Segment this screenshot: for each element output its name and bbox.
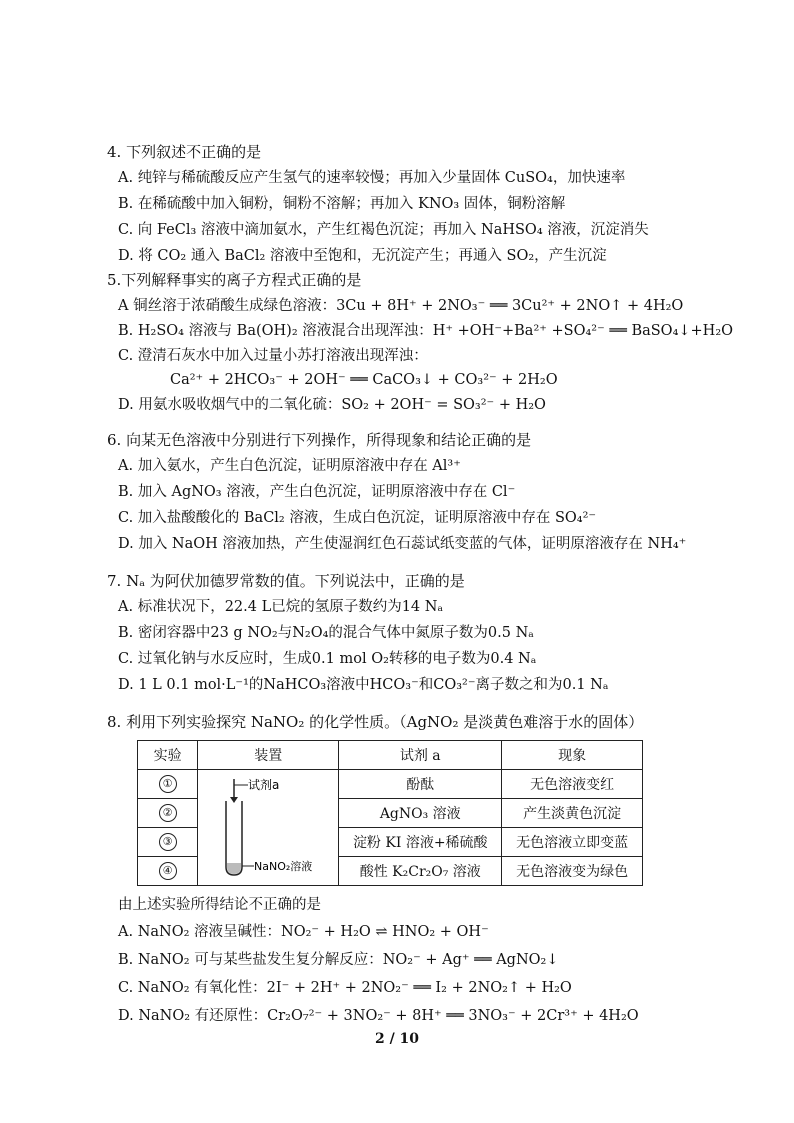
question-7-stem: 7. Nₐ 为阿伏加德罗常数的值。下列说法中，正确的是 bbox=[107, 572, 465, 590]
header-reagent: 试剂 a bbox=[339, 741, 502, 770]
q4-option-c: C. 向 FeCl₃ 溶液中滴加氨水，产生红褐色沉淀；再加入 NaHSO₄ 溶液，沉淀消失 bbox=[118, 222, 649, 238]
phenomenon-cell: 无色溶液变红 bbox=[502, 770, 643, 799]
experiment-id: ① bbox=[138, 770, 198, 799]
q7-option-d: D. 1 L 0.1 mol·L⁻¹的NaHCO₃溶液中HCO₃⁻和CO₃²⁻离子数之和为0.1 Nₐ bbox=[118, 677, 609, 693]
q4-option-d: D. 将 CO₂ 通入 BaCl₂ 溶液中至饱和，无沉淀产生；再通入 SO₂，产生沉淀 bbox=[118, 248, 607, 264]
q5-option-a: A 铜丝溶于浓硝酸生成绿色溶液：3Cu + 8H⁺ + 2NO₃⁻ ══ 3Cu²⁺ + 2NO↑ + 4H₂O bbox=[118, 298, 684, 314]
q8-option-b: B. NaNO₂ 可与某些盐发生复分解反应：NO₂⁻ + Ag⁺ ══ AgNO₂↓ bbox=[118, 952, 559, 968]
question-5-stem: 5.下列解释事实的离子方程式正确的是 bbox=[107, 271, 362, 289]
q6-option-c: C. 加入盐酸酸化的 BaCl₂ 溶液，生成白色沉淀，证明原溶液中存在 SO₄²⁻ bbox=[118, 510, 597, 526]
phenomenon-cell: 无色溶液变为绿色 bbox=[502, 857, 643, 886]
experiment-id: ④ bbox=[138, 857, 198, 886]
apparatus-cell bbox=[198, 770, 339, 886]
reagent-cell: 酚酞 bbox=[339, 770, 502, 799]
reagent-cell: 酸性 K₂Cr₂O₇ 溶液 bbox=[339, 857, 502, 886]
phenomenon-cell: 产生淡黄色沉淀 bbox=[502, 799, 643, 828]
table-row bbox=[138, 770, 643, 799]
nano2-solution-label: NaNO₂溶液 bbox=[254, 859, 313, 873]
q5-option-c-equation: Ca²⁺ + 2HCO₃⁻ + 2OH⁻ ══ CaCO₃↓ + CO₃²⁻ + 2H₂O bbox=[170, 372, 558, 388]
q7-option-b: B. 密闭容器中23 g NO₂与N₂O₄的混合气体中氮原子数为0.5 Nₐ bbox=[118, 625, 534, 641]
phenomenon-cell: 无色溶液立即变蓝 bbox=[502, 828, 643, 857]
q7-option-a: A. 标准状况下，22.4 L已烷的氢原子数约为14 Nₐ bbox=[118, 599, 444, 615]
q8-conclusion-stem: 由上述实验所得结论不正确的是 bbox=[118, 897, 321, 913]
q5-option-d: D. 用氨水吸收烟气中的二氧化硫：SO₂ + 2OH⁻ = SO₃²⁻ + H₂O bbox=[118, 397, 546, 413]
q4-option-b: B. 在稀硫酸中加入铜粉，铜粉不溶解；再加入 KNO₃ 固体，铜粉溶解 bbox=[118, 196, 566, 212]
reagent-cell: 淀粉 KI 溶液+稀硫酸 bbox=[339, 828, 502, 857]
q5-option-b: B. H₂SO₄ 溶液与 Ba(OH)₂ 溶液混合出现浑浊：H⁺ +OH⁻+Ba²⁺ +SO₄²⁻ ══ BaSO₄↓+H₂O bbox=[118, 323, 734, 339]
experiment-table bbox=[137, 740, 643, 886]
reagent-cell: AgNO₃ 溶液 bbox=[339, 799, 502, 828]
q6-option-d: D. 加入 NaOH 溶液加热，产生使湿润红色石蕊试纸变蓝的气体，证明原溶液存在 NH₄⁺ bbox=[118, 536, 687, 552]
header-phenomenon: 现象 bbox=[502, 741, 643, 770]
q4-option-a: A. 纯锌与稀硫酸反应产生氢气的速率较慢；再加入少量固体 CuSO₄，加快速率 bbox=[118, 170, 626, 186]
q8-option-a: A. NaNO₂ 溶液呈碱性：NO₂⁻ + H₂O ⇌ HNO₂ + OH⁻ bbox=[118, 924, 489, 940]
experiment-id: ③ bbox=[138, 828, 198, 857]
header-experiment: 实验 bbox=[138, 741, 198, 770]
table-header-row bbox=[138, 741, 643, 770]
q6-option-b: B. 加入 AgNO₃ 溶液，产生白色沉淀，证明原溶液中存在 Cl⁻ bbox=[118, 484, 516, 500]
reagent-a-label: 试剂a bbox=[248, 777, 280, 792]
q8-option-d: D. NaNO₂ 有还原性：Cr₂O₇²⁻ + 3NO₂⁻ + 8H⁺ ══ 3NO₃⁻ + 2Cr³⁺ + 4H₂O bbox=[118, 1008, 639, 1024]
experiment-id: ② bbox=[138, 799, 198, 828]
question-4-stem: 4. 下列叙述不正确的是 bbox=[107, 143, 262, 161]
header-apparatus: 装置 bbox=[198, 741, 339, 770]
q7-option-c: C. 过氧化钠与水反应时，生成0.1 mol O₂转移的电子数为0.4 Nₐ bbox=[118, 651, 537, 667]
q5-option-c: C. 澄清石灰水中加入过量小苏打溶液出现浑浊： bbox=[118, 348, 428, 364]
question-6-stem: 6. 向某无色溶液中分别进行下列操作，所得现象和结论正确的是 bbox=[107, 431, 532, 449]
test-tube-icon bbox=[198, 771, 338, 881]
q8-option-c: C. NaNO₂ 有氧化性：2I⁻ + 2H⁺ + 2NO₂⁻ ══ I₂ + 2NO₂↑ + H₂O bbox=[118, 980, 572, 996]
page-number: 2 / 10 bbox=[374, 1031, 420, 1047]
q6-option-a: A. 加入氨水，产生白色沉淀，证明原溶液中存在 Al³⁺ bbox=[118, 458, 461, 474]
question-8-stem: 8. 利用下列实验探究 NaNO₂ 的化学性质。（AgNO₂ 是淡黄色难溶于水的固体） bbox=[107, 713, 644, 731]
